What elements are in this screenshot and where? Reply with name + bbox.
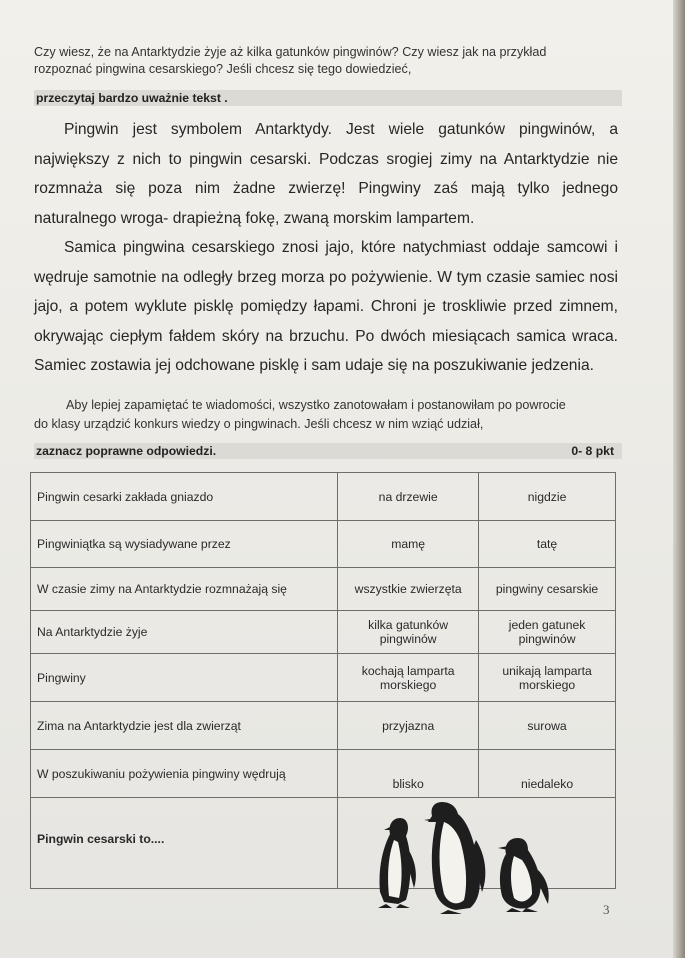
small-penguin-icon[interactable] <box>498 838 549 912</box>
table-row <box>31 702 616 750</box>
page-number: 3 <box>603 902 610 917</box>
question-cell: Zima na Antarktydzie jest dla zwierząt <box>31 702 338 750</box>
answer-option-b[interactable]: unikają lamparta morskiego <box>479 654 616 702</box>
answer-option-b[interactable]: nigdzie <box>479 473 616 521</box>
instruction-mark-band <box>34 443 622 459</box>
final-question-cell: Pingwin cesarski to.... <box>31 798 338 889</box>
penguins-illustration <box>372 800 572 918</box>
main-text <box>34 115 618 381</box>
answer-option-a[interactable]: kochają lamparta morskiego <box>338 654 479 702</box>
instruction-read-band <box>34 90 622 106</box>
intro-line-1: Czy wiesz, że na Antarktydzie żyje aż kilka gatunków pingwinów? Czy wiesz jak na przykład <box>34 45 547 59</box>
table-row <box>31 750 616 798</box>
question-cell: Pingwiniątka są wysiadywane przez <box>31 521 338 568</box>
question-cell: Pingwiny <box>31 654 338 702</box>
answer-option-b[interactable]: jeden gatunek pingwinów <box>479 611 616 654</box>
table-row <box>31 521 616 568</box>
table-row <box>31 654 616 702</box>
answer-option-b[interactable]: surowa <box>479 702 616 750</box>
points-label: 0- 8 pkt <box>571 444 614 458</box>
question-cell: W poszukiwaniu pożywienia pingwiny wędrują <box>31 750 338 798</box>
question-cell: Na Antarktydzie żyje <box>31 611 338 654</box>
answer-option-b[interactable]: niedaleko <box>479 750 616 798</box>
answer-option-b[interactable]: tatę <box>479 521 616 568</box>
table-row <box>31 473 616 521</box>
answer-option-a[interactable]: kilka gatunków pingwinów <box>338 611 479 654</box>
question-cell: Pingwin cesarki zakłada gniazdo <box>31 473 338 521</box>
question-cell: W czasie zimy na Antarktydzie rozmnażają się <box>31 568 338 611</box>
paragraph-1: Pingwin jest symbolem Antarktydy. Jest wiele gatunków pingwinów, a największy z nich to pingwin cesarski. Podczas srogiej zimy na Antarktydzie nie rozmnaża się poza nim żadne zwierzę! Pingwiny zaś mają tylko jednego naturalnego wroga- drapieżną fokę, zwaną morskim lampartem. <box>34 121 618 227</box>
paragraph-3 <box>34 396 618 434</box>
emperor-penguin-icon[interactable] <box>424 802 485 914</box>
table-row <box>31 568 616 611</box>
page-edge-shadow <box>673 0 685 958</box>
answer-option-a[interactable]: mamę <box>338 521 479 568</box>
answer-option-a[interactable]: przyjazna <box>338 702 479 750</box>
answer-option-a[interactable]: blisko <box>338 750 479 798</box>
intro-line-2: rozpoznać pingwina cesarskiego? Jeśli chcesz się tego dowiedzieć, <box>34 62 412 76</box>
paragraph-2: Samica pingwina cesarskiego znosi jajo, które natychmiast oddaje samcowi i wędruje samotnie na odległy brzeg morza po pożywienie. W tym czasie samiec nosi jajo, a potem wyklute pisklę pomiędzy łapami. Chroni je troskliwie przed zimnem, okrywając ciepłym fałdem skóry na brzuchu. Po dwóch miesiącach samica wraca. Samiec zostawia jej odchowane pisklę i sam udaje się na poszukiwanie jedzenia. <box>34 239 618 374</box>
instruction-mark: zaznacz poprawne odpowiedzi. <box>36 444 217 458</box>
left-penguin-icon[interactable] <box>378 818 416 908</box>
answer-option-a[interactable]: na drzewie <box>338 473 479 521</box>
paragraph-3-line-2: do klasy urządzić konkurs wiedzy o pingwinach. Jeśli chcesz w nim wziąć udział, <box>34 417 484 431</box>
paragraph-3-line-1: Aby lepiej zapamiętać te wiadomości, wszystko zanotowałam i postanowiłam po powrocie <box>66 398 566 412</box>
table-row <box>31 611 616 654</box>
answer-option-a[interactable]: wszystkie zwierzęta <box>338 568 479 611</box>
answer-option-b[interactable]: pingwiny cesarskie <box>479 568 616 611</box>
intro-text <box>34 44 634 78</box>
instruction-read: przeczytaj bardzo uważnie tekst . <box>36 91 228 105</box>
